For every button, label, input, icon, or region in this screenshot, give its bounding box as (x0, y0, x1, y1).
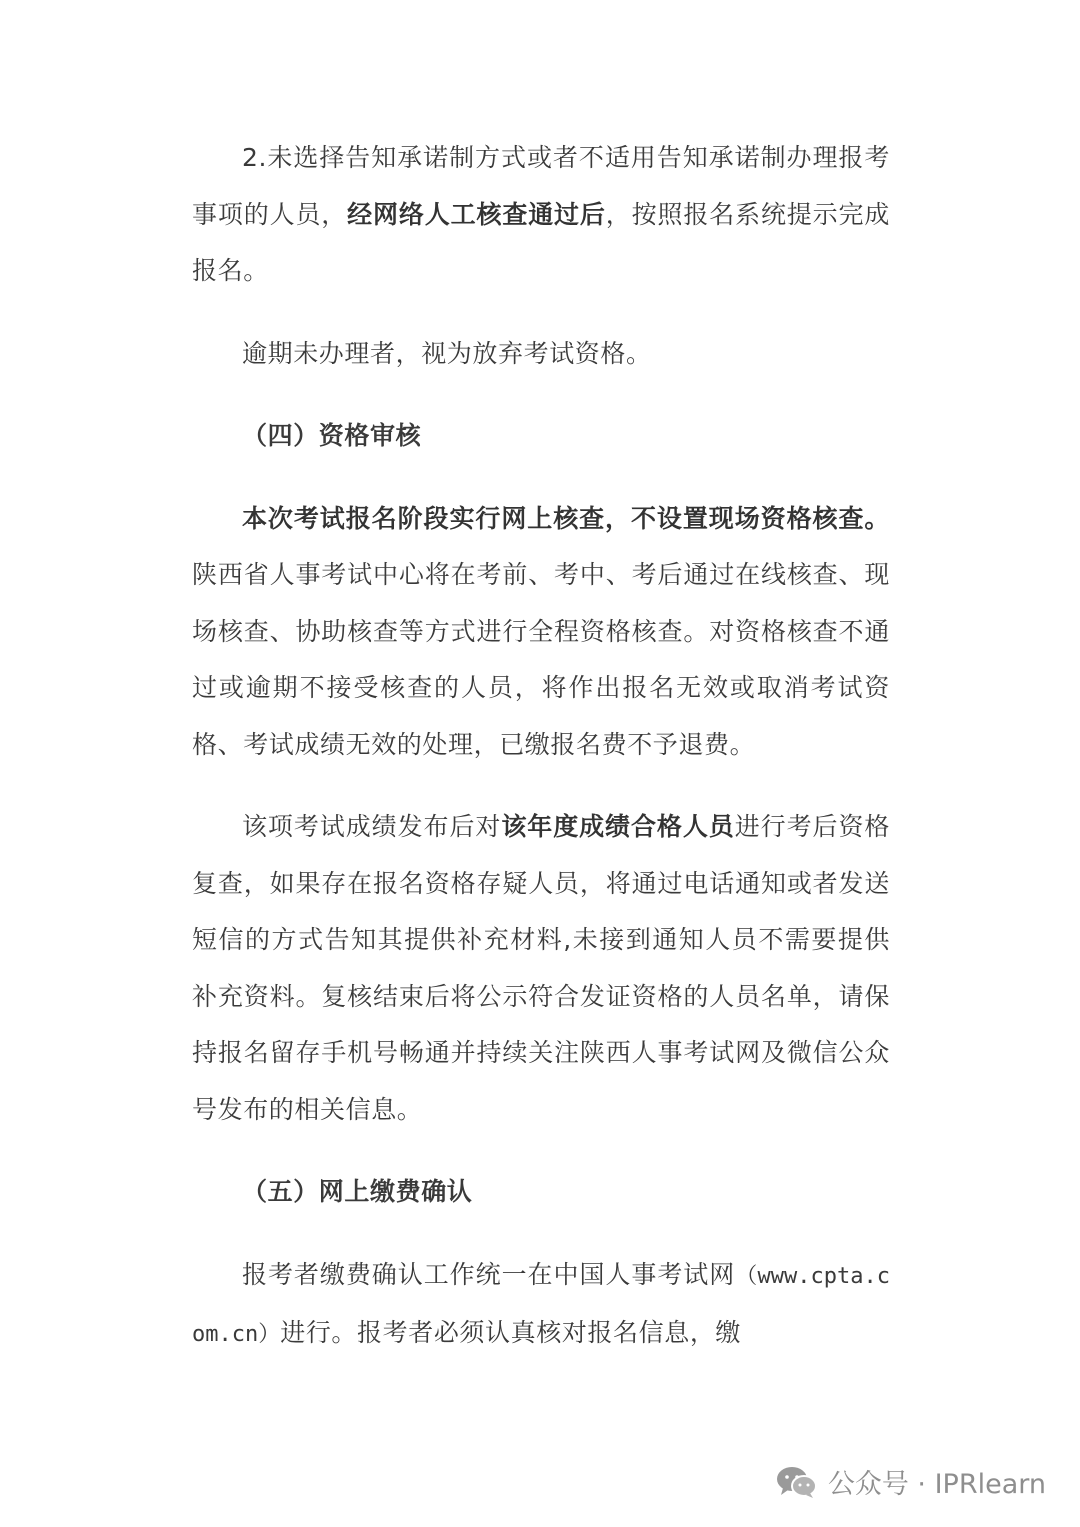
wechat-watermark (776, 1462, 1046, 1501)
document-body (192, 130, 890, 1364)
paragraph-online-verification: 2.未选择告知承诺制方式或者不适用告知承诺制办理报考事项的人员，经网络人工核查通过后，按照报名系统提示完成报名。 (192, 143, 890, 285)
paragraph-post-exam-review: 该项考试成绩发布后对该年度成绩合格人员进行考后资格复查，如果存在报名资格存疑人员，将通过电话通知或者发送短信的方式告知其提供补充材料,未接到通知人员不需要提供补充资料。复核结束后将公示符合发证资格的人员名单，请保持报名留存手机号畅通并持续关注陕西人事考试网及微信公众号发布的相关信息。 (192, 812, 890, 1124)
watermark-label: 公众号 · IPRlearn (827, 1469, 1046, 1500)
cpta-website-text: （www.cpta.com.cn） (192, 1263, 890, 1347)
paragraph-qualification-check: 本次考试报名阶段实行网上核查，不设置现场资格核查。陕西省人事考试中心将在考前、考中、考后通过在线核查、现场核查、协助核查等方式进行全程资格核查。对资格核查不通过或逾期不接受核查的人员，将作出报名无效或取消考试资格、考试成绩无效的处理，已缴报名费不予退费。 (192, 503, 890, 759)
paragraph-payment-confirmation: 报考者缴费确认工作统一在中国人事考试网（www.cpta.com.cn）进行。报考者必须认真核对报名信息，缴 (192, 1259, 890, 1347)
section-heading-online-payment: （五）网上缴费确认 (242, 1177, 473, 1206)
section-heading-qualification-review: （四）资格审核 (242, 421, 422, 450)
paragraph-overdue: 逾期未办理者，视为放弃考试资格。 (242, 338, 652, 368)
wechat-icon (776, 1465, 818, 1499)
